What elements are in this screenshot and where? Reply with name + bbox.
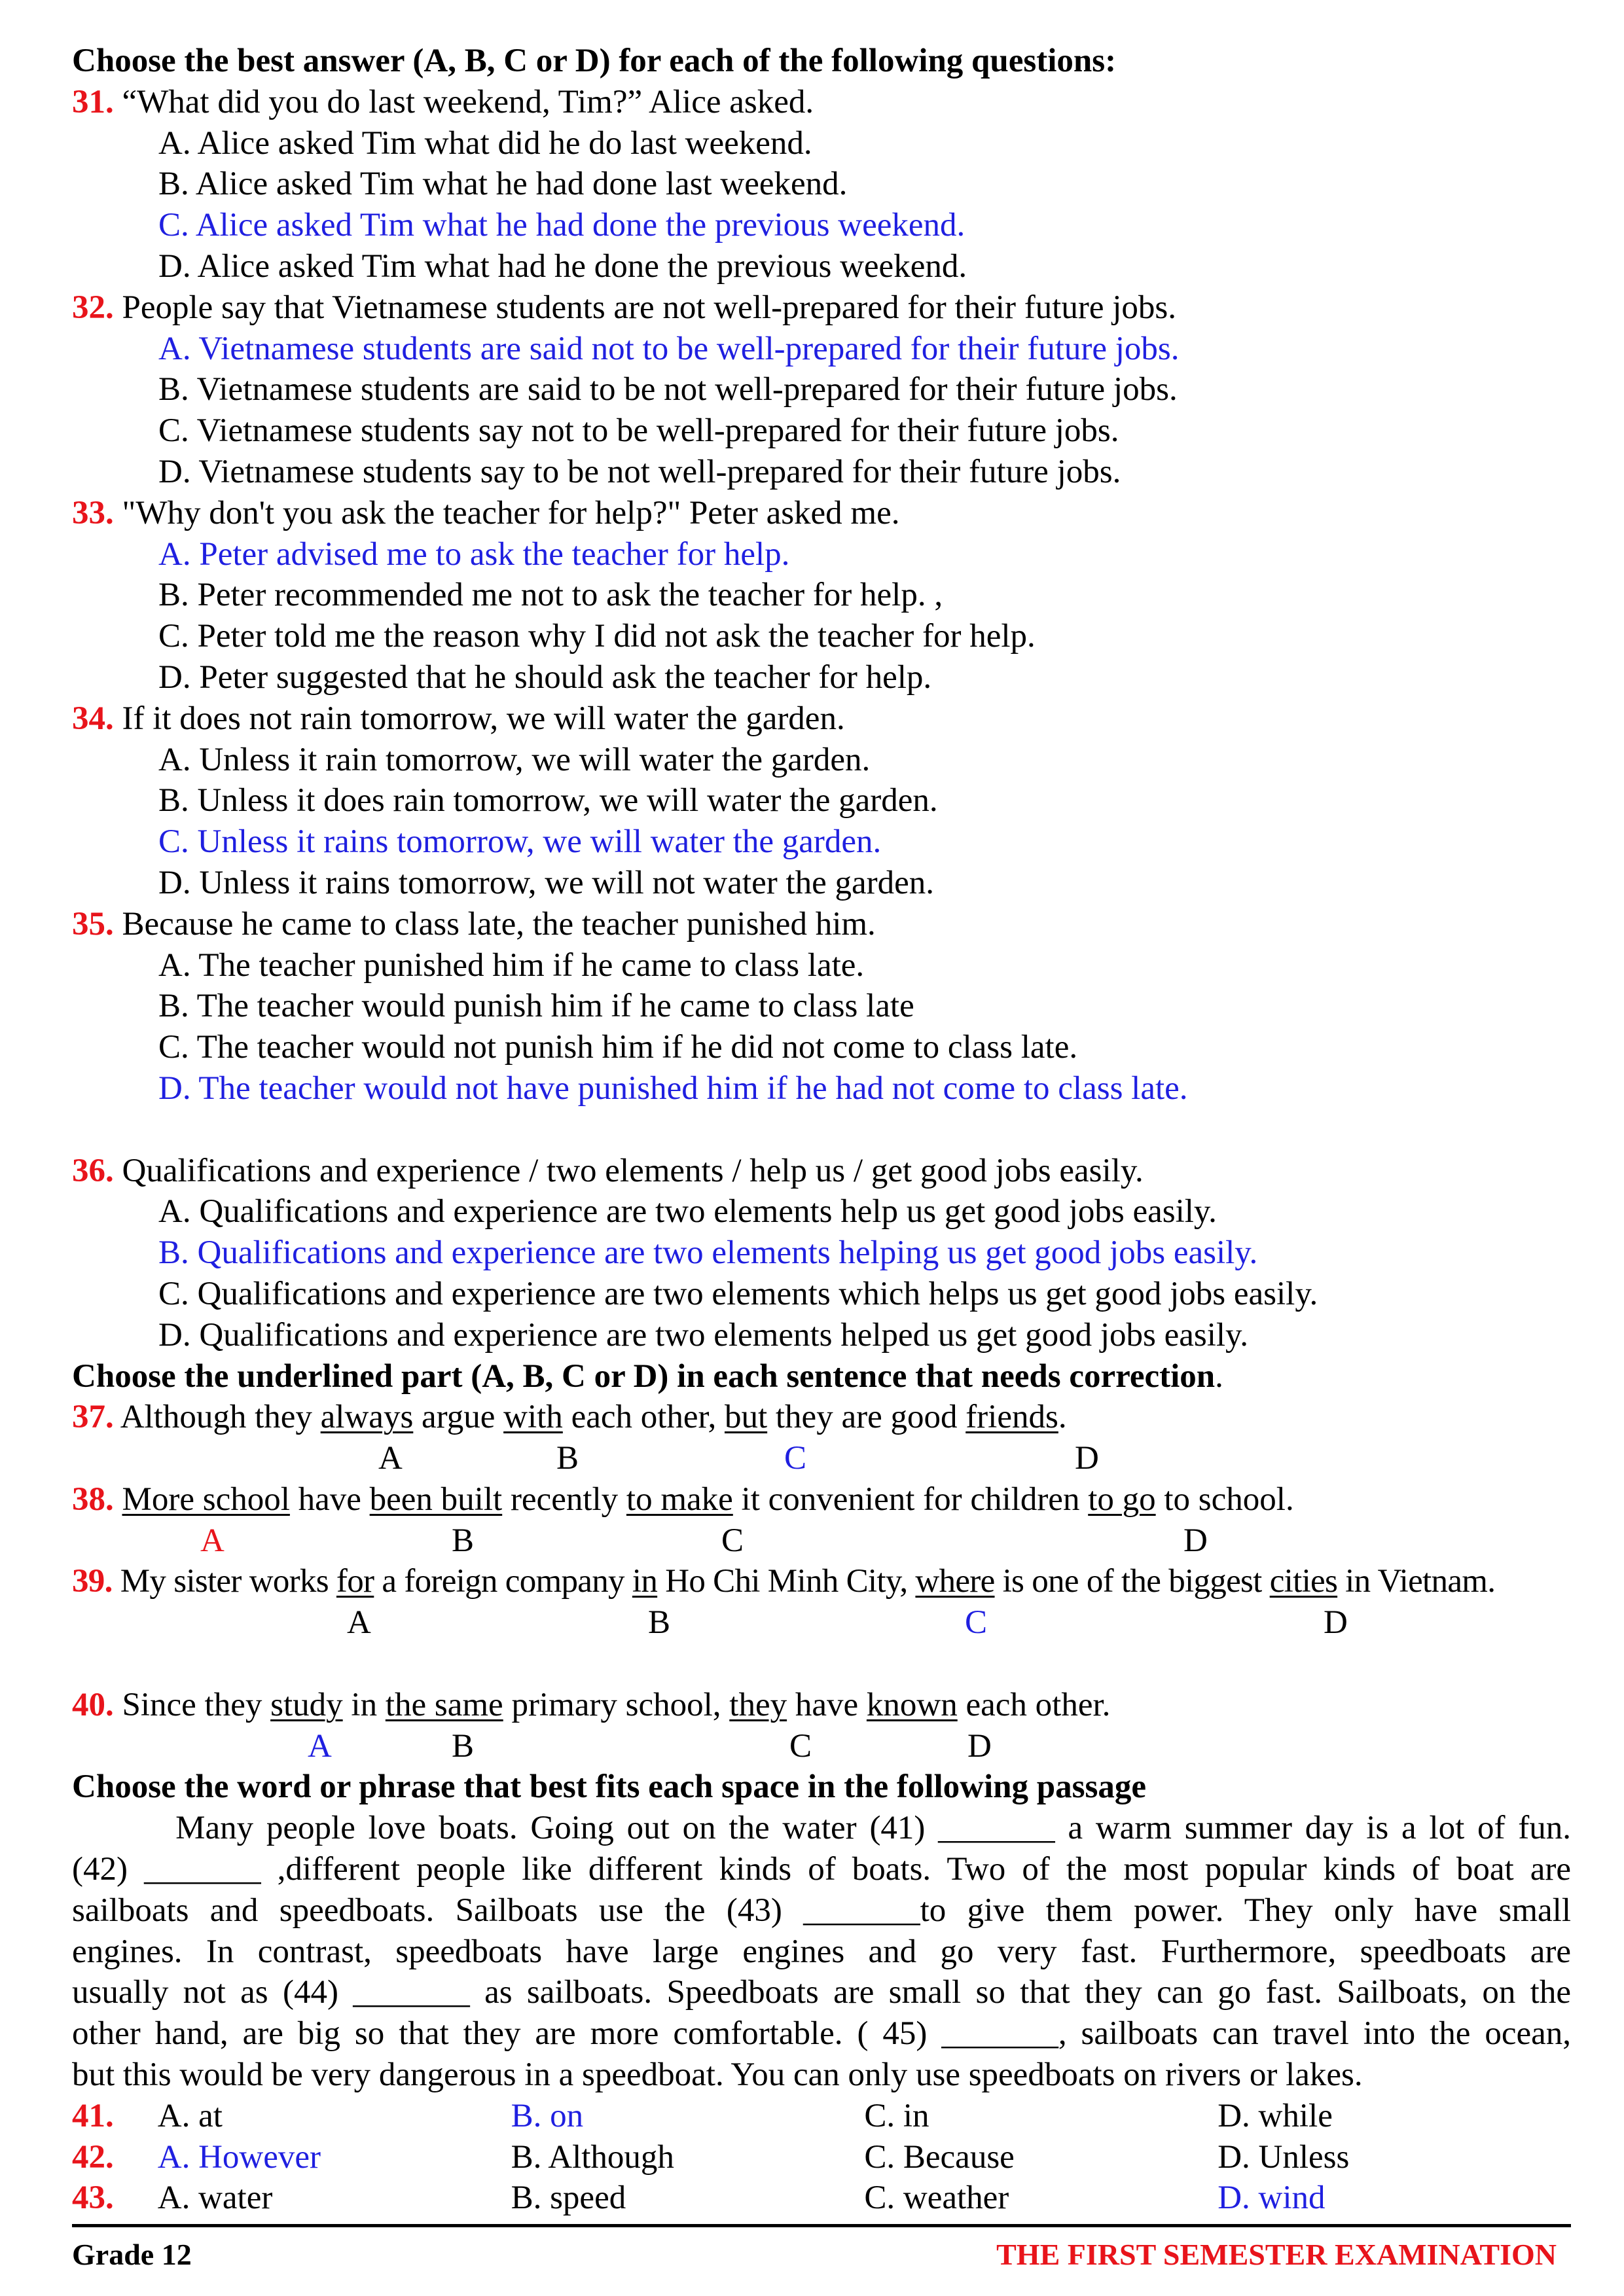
option-41-d: D. while <box>1218 2097 1333 2134</box>
option-31-d: D. Alice asked Tim what had he done the previous weekend. <box>158 247 967 285</box>
question-stem: People say that Vietnamese students are not well-prepared for their future jobs. <box>122 289 1176 326</box>
exam-page <box>72 41 1571 2219</box>
letter-b: B <box>556 1440 579 1477</box>
sentence-text: My sister works <box>112 1563 336 1600</box>
letter-c: C <box>721 1522 744 1559</box>
underlined-part-d: friends <box>965 1399 1058 1436</box>
letter-d: D <box>1183 1522 1208 1559</box>
question-number: 43. <box>72 2179 114 2217</box>
question-stem: Qualifications and experience / two elements / help us / get good jobs easily. <box>122 1152 1144 1189</box>
passage-line: other hand, are big so that they are more comfortable. ( 45) _______, sailboats can travel into the ocean, <box>72 2015 1571 2053</box>
option-letters-37 <box>72 1438 1571 1479</box>
option-31-a: A. Alice asked Tim what did he do last weekend. <box>158 124 812 162</box>
underlined-part-d: to go <box>1088 1480 1156 1518</box>
passage-line: engines. In contrast, speedboats have large engines and go very fast. Furthermore, speedboats are <box>72 1933 1571 1970</box>
sentence-text: primary school, <box>503 1686 730 1723</box>
letter-b: B <box>452 1727 475 1765</box>
sentence-text: Although they <box>120 1399 321 1436</box>
sentence-text: argue <box>413 1399 504 1436</box>
sentence-text <box>114 1481 122 1518</box>
footer-grade: Grade 12 <box>72 2238 192 2271</box>
sentence-text: recently <box>502 1480 626 1518</box>
sentence-text: is one of the biggest <box>994 1563 1270 1600</box>
option-32-a: A. Vietnamese students are said not to be well-prepared for their future jobs. <box>158 330 1180 367</box>
passage-line: sailboats and speedboats. Sailboats use the (43) _______to give them power. They only have small <box>72 1892 1571 1929</box>
underlined-part-b: been built <box>369 1480 503 1518</box>
question-number: 33. <box>72 494 114 531</box>
question-number: 38. <box>72 1480 114 1518</box>
sentence-text: have <box>289 1480 370 1518</box>
section1-heading: Choose the best answer (A, B, C or D) for each of the following questions: <box>72 43 1117 79</box>
option-36-b: B. Qualifications and experience are two elements helping us get good jobs easily. <box>158 1234 1258 1272</box>
option-33-c: C. Peter told me the reason why I did not ask the teacher for help. <box>158 618 1036 655</box>
option-34-b: B. Unless it does rain tomorrow, we will water the garden. <box>158 782 938 819</box>
sentence-text: a foreign company <box>374 1563 632 1600</box>
option-36-d: D. Qualifications and experience are two elements helped us get good jobs easily. <box>158 1316 1248 1354</box>
reading-passage <box>72 1808 1571 2096</box>
option-letters-39 <box>72 1602 1571 1643</box>
underlined-part-d: known <box>866 1686 958 1723</box>
passage-line: usually not as (44) _______ as sailboats. Speedboats are small so that they can go fast. Sailboats, on the <box>72 1974 1571 2011</box>
option-35-c: C. The teacher would not punish him if he did not come to class late. <box>158 1029 1078 1066</box>
sentence-text: have <box>787 1686 867 1723</box>
underlined-part-d: cities <box>1269 1563 1338 1600</box>
letter-c: C <box>965 1604 988 1641</box>
question-33 <box>72 493 1571 534</box>
letter-a: A <box>308 1727 332 1765</box>
section2-heading <box>72 1356 1571 1397</box>
option-41-a: A. at <box>157 2097 223 2134</box>
option-33-a: A. Peter advised me to ask the teacher for help. <box>158 535 790 573</box>
question-number: 34. <box>72 700 114 737</box>
option-35-b: B. The teacher would punish him if he came to class late <box>158 988 914 1025</box>
letter-d: D <box>1324 1604 1348 1641</box>
question-31 <box>72 82 1571 123</box>
sentence-text: each other, <box>562 1399 725 1436</box>
option-letters-40 <box>72 1726 1571 1767</box>
question-40 <box>72 1685 1571 1726</box>
passage-line: but this would be very dangerous in a speedboat. You can only use speedboats on rivers or lakes. <box>72 2056 1363 2094</box>
sentence-text: Since they <box>113 1686 271 1723</box>
option-32-c: C. Vietnamese students say not to be well-prepared for their future jobs. <box>158 412 1119 450</box>
question-number: 37. <box>72 1399 114 1436</box>
question-number: 42. <box>72 2138 114 2176</box>
question-number: 36. <box>72 1152 114 1189</box>
option-36-a: A. Qualifications and experience are two elements help us get good jobs easily. <box>158 1193 1217 1230</box>
footer-exam-title: THE FIRST SEMESTER EXAMINATION <box>996 2238 1557 2271</box>
question-34 <box>72 698 1571 740</box>
option-42-d: D. Unless <box>1218 2138 1350 2176</box>
option-35-d: D. The teacher would not have punished him if he had not come to class late. <box>158 1069 1188 1107</box>
option-31-c: C. Alice asked Tim what he had done the previous weekend. <box>158 207 965 244</box>
option-34-a: A. Unless it rain tomorrow, we will water the garden. <box>158 741 871 778</box>
underlined-part-b: the same <box>385 1686 503 1723</box>
blank-line <box>72 1109 1571 1151</box>
section2-heading-text: Choose the underlined part (A, B, C or D) in each sentence that needs correction <box>72 1357 1216 1395</box>
option-42-c: C. Because <box>864 2138 1015 2176</box>
letter-a: A <box>347 1604 371 1641</box>
option-43-d: D. wind <box>1218 2179 1326 2217</box>
option-34-c: C. Unless it rains tomorrow, we will water the garden. <box>158 823 882 861</box>
option-31-b: B. Alice asked Tim what he had done last weekend. <box>158 166 848 203</box>
question-stem: “What did you do last weekend, Tim?” Alice asked. <box>113 83 814 120</box>
option-43-a: A. water <box>157 2179 273 2217</box>
option-41-b: B. on <box>511 2097 584 2134</box>
question-number: 32. <box>72 289 114 326</box>
cloze-question-42 <box>72 2137 1571 2178</box>
letter-c: C <box>789 1727 812 1765</box>
letter-d: D <box>967 1727 992 1765</box>
letter-c: C <box>784 1440 807 1477</box>
option-34-d: D. Unless it rains tomorrow, we will not water the garden. <box>158 864 935 901</box>
sentence-text: Ho Chi Minh City, <box>657 1563 916 1600</box>
option-42-a: A. However <box>157 2138 321 2176</box>
footer-divider <box>72 2224 1571 2227</box>
letter-d: D <box>1075 1440 1099 1477</box>
question-stem: "Why don't you ask the teacher for help?" Peter asked me. <box>122 494 900 531</box>
letter-a: A <box>378 1440 403 1477</box>
underlined-part-a: More school <box>122 1480 290 1518</box>
question-number: 39. <box>72 1563 113 1600</box>
underlined-part-c: but <box>724 1399 768 1436</box>
option-43-b: B. speed <box>511 2179 626 2217</box>
question-32 <box>72 287 1571 329</box>
question-stem: Because he came to class late, the teacher punished him. <box>122 905 876 942</box>
question-35 <box>72 904 1571 945</box>
option-36-c: C. Qualifications and experience are two elements which helps us get good jobs easily. <box>158 1275 1318 1312</box>
option-letters-38 <box>72 1520 1571 1562</box>
underlined-part-c: they <box>729 1686 787 1723</box>
sentence-text: in Vietnam. <box>1337 1563 1496 1600</box>
option-33-b: B. Peter recommended me not to ask the teacher for help. , <box>158 577 943 614</box>
cloze-question-41 <box>72 2096 1571 2137</box>
passage-line: (42) _______ ,different people like different kinds of boats. Two of the most popular kinds of boat are <box>72 1851 1571 1888</box>
option-32-b: B. Vietnamese students are said to be not well-prepared for their future jobs. <box>158 371 1178 408</box>
underlined-part-b: with <box>503 1399 563 1436</box>
underlined-part-c: where <box>915 1563 995 1600</box>
question-39 <box>72 1561 1571 1602</box>
sentence-text: to school. <box>1155 1480 1294 1518</box>
option-41-c: C. in <box>864 2097 929 2134</box>
underlined-part-b: in <box>632 1563 658 1600</box>
option-33-d: D. Peter suggested that he should ask the teacher for help. <box>158 658 932 696</box>
underlined-part-c: to make <box>626 1480 733 1518</box>
sentence-text: . <box>1058 1399 1067 1436</box>
question-37 <box>72 1397 1571 1438</box>
section3-heading: Choose the word or phrase that best fits each space in the following passage <box>72 1768 1146 1806</box>
question-number: 31. <box>72 83 114 120</box>
sentence-text: in <box>342 1686 386 1723</box>
question-number: 35. <box>72 905 114 942</box>
section2-heading-period: . <box>1215 1357 1223 1395</box>
question-number: 41. <box>72 2097 114 2134</box>
cloze-question-43 <box>72 2178 1571 2219</box>
question-38 <box>72 1479 1571 1520</box>
underlined-part-a: study <box>270 1686 343 1723</box>
option-35-a: A. The teacher punished him if he came to class late. <box>158 946 865 984</box>
letter-b: B <box>648 1604 671 1641</box>
option-32-d: D. Vietnamese students say to be not well-prepared for their future jobs. <box>158 453 1121 490</box>
underlined-part-a: always <box>320 1399 414 1436</box>
option-42-b: B. Although <box>511 2138 674 2176</box>
option-43-c: C. weather <box>864 2179 1009 2217</box>
underlined-part-a: for <box>336 1563 374 1600</box>
sentence-text: each other. <box>957 1686 1111 1723</box>
question-36 <box>72 1151 1571 1192</box>
letter-b: B <box>452 1522 475 1559</box>
blank-line <box>72 1643 1571 1685</box>
question-stem: If it does not rain tomorrow, we will water the garden. <box>122 700 845 737</box>
sentence-text: they are good <box>767 1399 966 1436</box>
letter-a: A <box>200 1522 225 1559</box>
question-number: 40. <box>72 1686 114 1723</box>
passage-line: Many people love boats. Going out on the water (41) _______ a warm summer day is a lot of fun. <box>72 1810 1571 1847</box>
page-footer <box>72 2232 1571 2278</box>
sentence-text: it convenient for children <box>732 1480 1089 1518</box>
